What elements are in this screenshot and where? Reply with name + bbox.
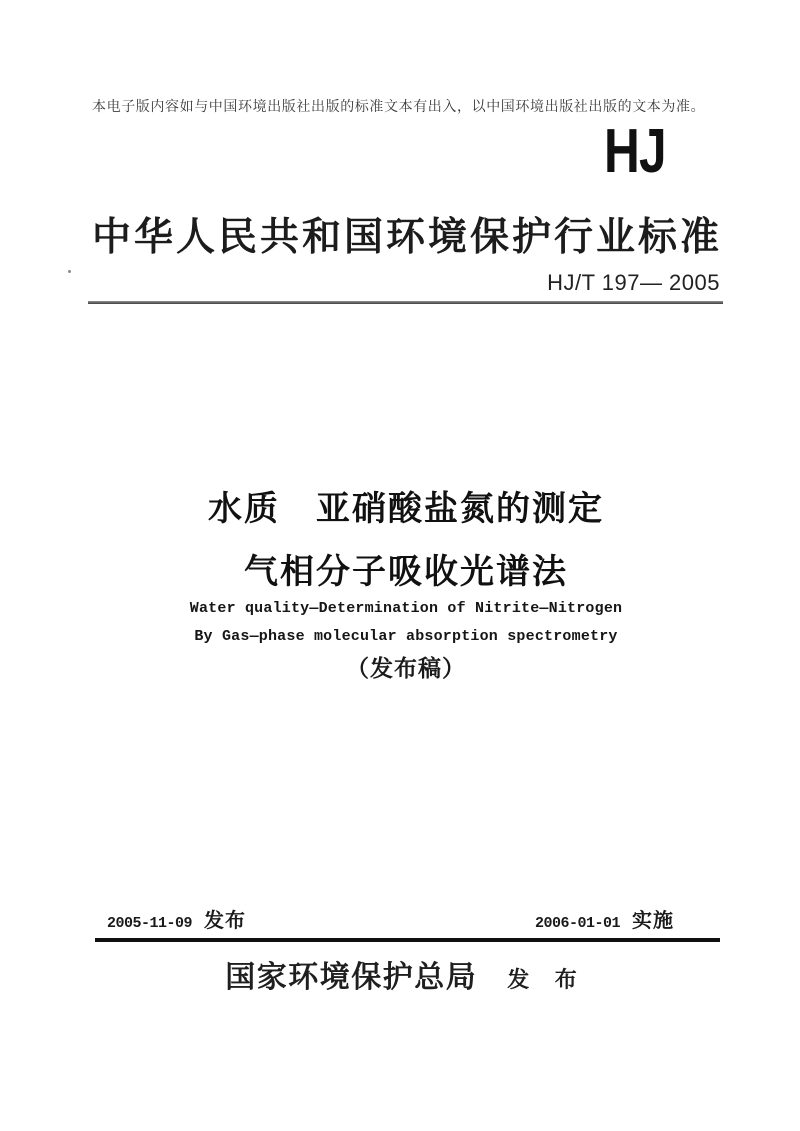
publisher-row [92, 952, 720, 996]
standard-number: HJ/T 197— 2005 [547, 270, 720, 295]
implementation-date-label: 实施 [632, 910, 675, 932]
title-english-line2: By Gas—phase molecular absorption spectrometry [194, 628, 618, 645]
footer-divider-rule [95, 938, 720, 942]
header-divider-rule [88, 301, 723, 304]
hj-logo: HJ [604, 117, 666, 186]
standard-category-title: 中华人民共和国环境保护行业标准 [92, 216, 723, 259]
title-chinese-line2: 气相分子吸收光谱法 [244, 553, 568, 591]
implementation-date: 2006-01-01 [535, 915, 621, 932]
issue-date: 2005-11-09 [107, 915, 193, 932]
publisher-name: 国家环境保护总局 [225, 961, 478, 994]
issue-date-label: 发布 [204, 910, 247, 932]
draft-note: （发布稿） [346, 655, 466, 681]
scan-artifact-dot [68, 270, 71, 273]
disclaimer-text: 本电子版内容如与中国环境出版社出版的标准文本有出入，以中国环境出版社出版的文本为准。 [92, 100, 706, 115]
issue-date-group [107, 904, 246, 933]
publisher-action-label: 发 布 [507, 967, 587, 992]
title-english-line1: Water quality—Determination of Nitrite—Nitrogen [189, 600, 623, 617]
implementation-date-group [535, 904, 674, 933]
title-chinese-line1: 水质 亚硝酸盐氮的测定 [208, 490, 604, 528]
